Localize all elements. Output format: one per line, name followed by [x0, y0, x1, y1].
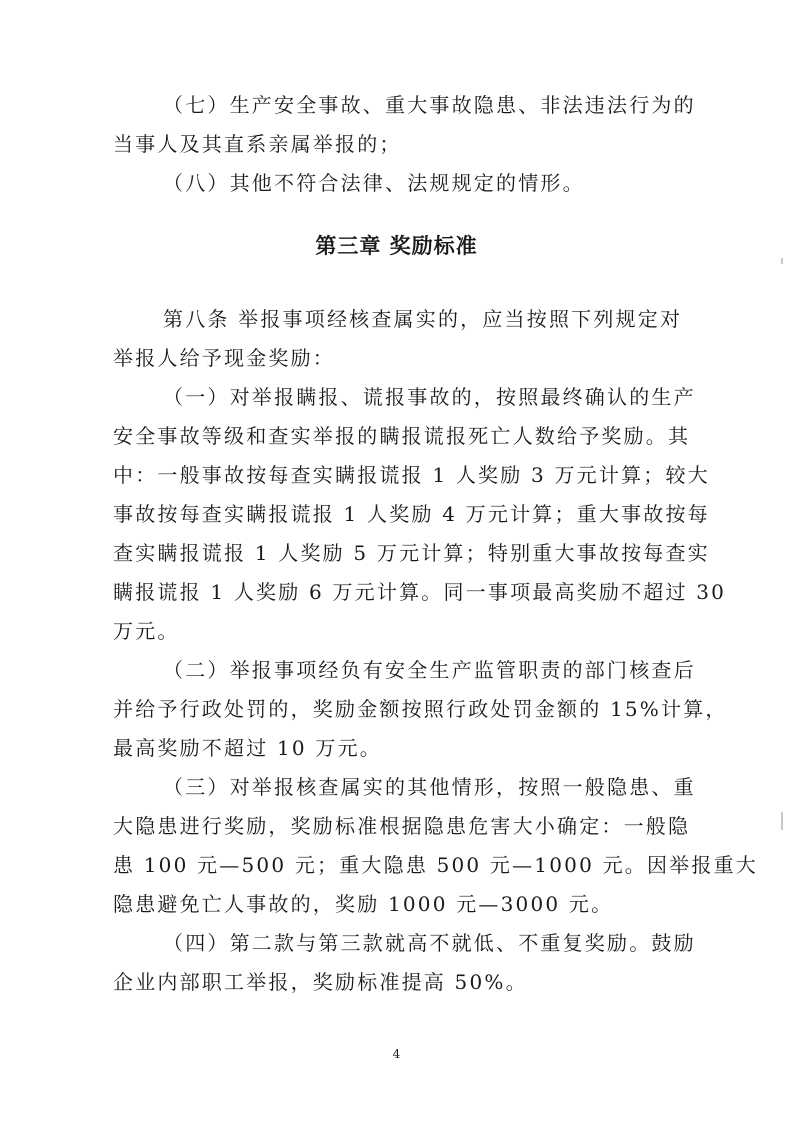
text-line: （七）生产安全事故、重大事故隐患、非法违法行为的: [163, 93, 696, 117]
text-line: 安全事故等级和查实举报的瞒报谎报死亡人数给予奖励。其: [113, 424, 691, 448]
text-line: 第八条 举报事项经核查属实的，应当按照下列规定对: [163, 307, 683, 331]
scan-edge-mark: [781, 258, 783, 264]
text-line: （二）举报事项经负有安全生产监管职责的部门核查后: [163, 658, 696, 682]
text-line: 并给予行政处罚的，奖励金额按照行政处罚金额的 15%计算，: [113, 697, 728, 721]
text-line: 企业内部职工举报，奖励标准提高 50%。: [113, 970, 528, 994]
text-line: 事故按每查实瞒报谎报 1 人奖励 4 万元计算；重大事故按每: [113, 502, 710, 526]
scan-edge-mark: [781, 812, 783, 830]
text-line: 举报人给予现金奖励：: [113, 346, 335, 370]
text-line: 中：一般事故按每查实瞒报谎报 1 人奖励 3 万元计算；较大: [113, 463, 710, 487]
text-line: 大隐患进行奖励，奖励标准根据隐患危害大小确定：一般隐: [113, 814, 691, 838]
text-line: （一）对举报瞒报、谎报事故的，按照最终确认的生产: [163, 385, 696, 409]
text-line: 当事人及其直系亲属举报的；: [113, 132, 402, 156]
text-line: （八）其他不符合法律、法规规定的情形。: [163, 171, 585, 195]
text-line: 最高奖励不超过 10 万元。: [113, 736, 382, 760]
text-line: 查实瞒报谎报 1 人奖励 5 万元计算；特别重大事故按每查实: [113, 541, 710, 565]
chapter-heading: 第三章 奖励标准: [315, 234, 478, 258]
page-number: 4: [392, 1047, 401, 1061]
text-line: 患 100 元—500 元；重大隐患 500 元—1000 元。因举报重大: [113, 853, 758, 877]
text-line: 万元。: [113, 619, 180, 643]
text-line: 隐患避免亡人事故的，奖励 1000 元—3000 元。: [113, 892, 614, 916]
text-line: （四）第二款与第三款就高不就低、不重复奖励。鼓励: [163, 931, 696, 955]
text-line: （三）对举报核查属实的其他情形，按照一般隐患、重: [163, 775, 696, 799]
text-line: 瞒报谎报 1 人奖励 6 万元计算。同一事项最高奖励不超过 30: [113, 580, 727, 604]
